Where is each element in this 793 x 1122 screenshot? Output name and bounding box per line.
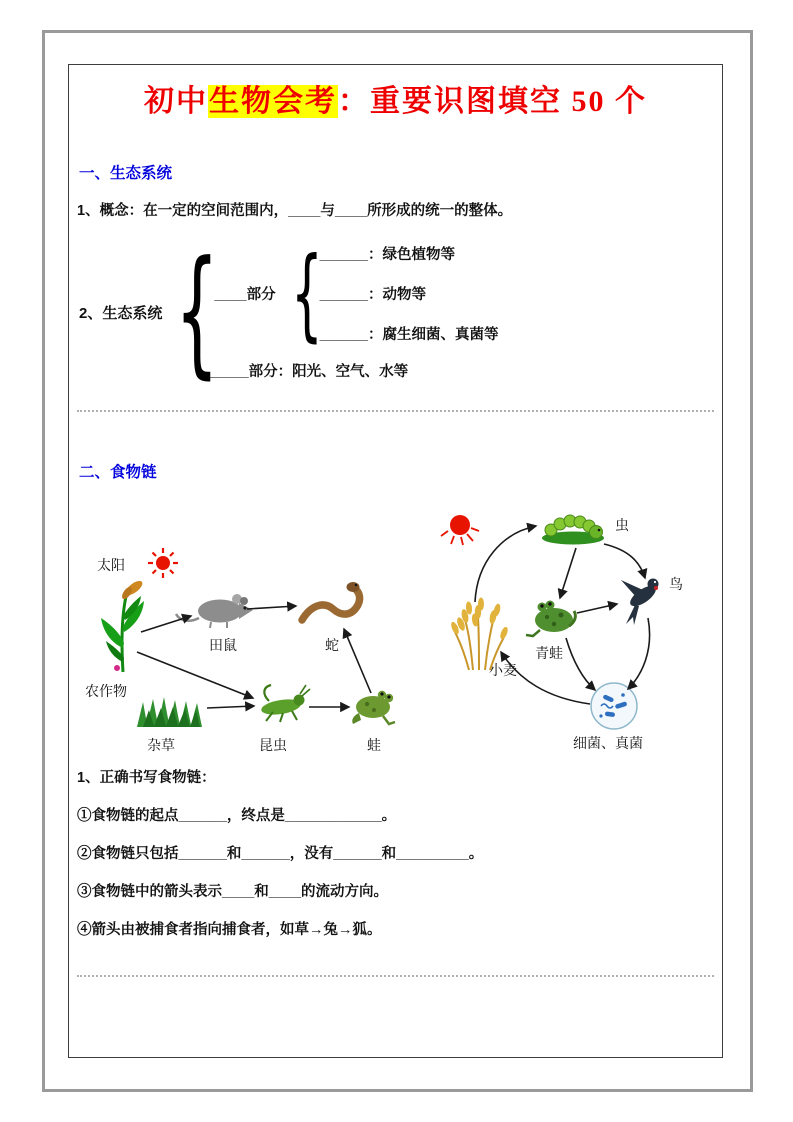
mouse-label: 田鼠 <box>209 637 237 653</box>
decomposers-line: ______：腐生细菌、真菌等 <box>319 327 499 343</box>
big-brace: { <box>175 231 220 392</box>
snake-label: 蛇 <box>325 637 339 653</box>
rule-line-2: ②食物链只包括______和______，没有______和_________。 <box>77 846 484 862</box>
page-title <box>77 81 714 123</box>
ecosystem-branches <box>202 234 499 381</box>
sun2-icon <box>441 515 479 545</box>
section-divider <box>77 410 714 412</box>
rule-line-1: ①食物链的起点______，终点是____________。 <box>77 808 397 824</box>
producers-line: ______：绿色植物等 <box>319 247 455 263</box>
inner-brace: { <box>290 234 323 352</box>
section1-heading: 一、生态系统 <box>79 165 173 182</box>
rule-line-3: ③食物链中的箭头表示____和____的流动方向。 <box>77 884 389 900</box>
green-frog-label: 青蛙 <box>535 645 563 661</box>
ecosystem-brace-diagram <box>79 231 714 392</box>
outer-border <box>42 30 753 1092</box>
consumers-line: ______：动物等 <box>319 287 426 303</box>
bird-icon <box>621 579 659 626</box>
concept-line: 1、概念：在一定的空间范围内，____与____所形成的统一的整体。 <box>77 203 513 219</box>
mouse-icon <box>176 594 253 628</box>
green-frog-icon <box>526 601 575 637</box>
rules-title: 1、正确书写食物链： <box>77 770 216 786</box>
biotic-part-label: ____部分 <box>214 287 276 303</box>
frog-icon <box>352 691 395 724</box>
title-highlight: 生物会考 <box>209 85 337 118</box>
inner-border <box>68 64 723 1058</box>
left-food-web-arrows <box>137 606 371 708</box>
caterpillar-icon <box>542 515 604 545</box>
wheat-label: 小麦 <box>489 662 517 678</box>
biotic-branch <box>202 234 499 352</box>
rule-line-4: ④箭头由被捕食者指向捕食者，如草→兔→狐。 <box>77 922 382 938</box>
grass-icon <box>137 697 202 727</box>
sun-label: 太阳 <box>97 557 125 573</box>
food-web-svg <box>77 500 722 758</box>
microbes-label: 细菌、真菌 <box>573 735 643 751</box>
title-pre: 初中 <box>144 85 208 118</box>
title-post: ：重要识图填空 50 个 <box>338 85 647 118</box>
crop-label: 农作物 <box>85 683 127 699</box>
worm-label: 虫 <box>615 517 629 533</box>
insect-label: 昆虫 <box>259 737 287 753</box>
insect-icon <box>260 685 310 722</box>
ecosystem-root-label: 2、生态系统 <box>79 304 163 322</box>
weed-label: 杂草 <box>147 737 175 753</box>
food-web-diagrams <box>77 500 714 758</box>
bottom-divider <box>77 975 714 977</box>
biotic-items <box>320 243 499 344</box>
sun-icon <box>148 548 178 578</box>
bird-label: 鸟 <box>669 576 683 592</box>
frog-label: 蛙 <box>367 737 381 753</box>
snake-icon <box>302 582 360 620</box>
crop-icon <box>101 578 145 672</box>
section2-heading: 二、食物链 <box>79 464 157 481</box>
abiotic-part-line: _____部分：阳光、空气、水等 <box>208 364 409 380</box>
wheat-icon <box>450 598 510 671</box>
microbes-icon <box>591 683 637 729</box>
